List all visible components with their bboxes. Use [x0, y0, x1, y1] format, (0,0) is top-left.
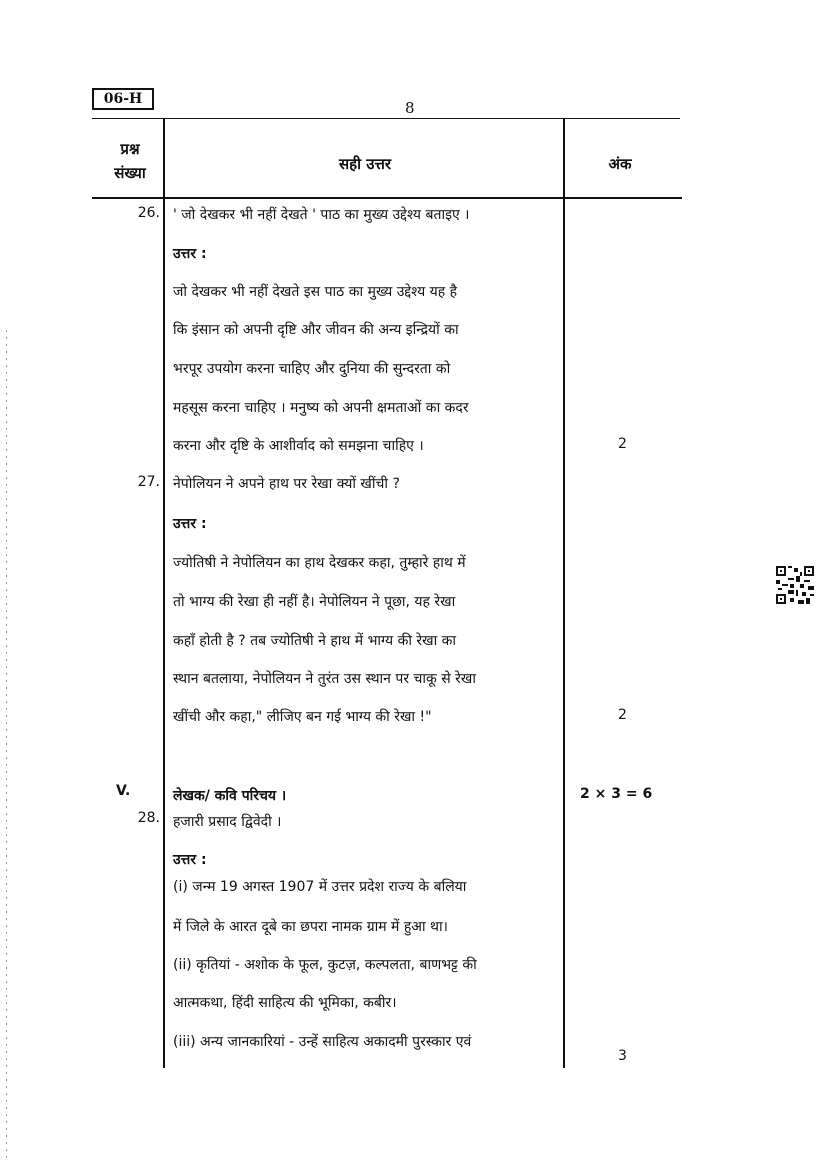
q28-answer-label: उत्तर : [173, 852, 207, 868]
q27-answer-line: स्थान बतलाया, नेपोलियन ने तुरंत उस स्थान पर चाकू से रेखा [173, 671, 476, 687]
q27-marks: 2 [618, 707, 627, 723]
q26-answer-line: भरपूर उपयोग करना चाहिए और दुनिया की सुन्दरता को [173, 361, 451, 377]
q28-marks: 3 [618, 1048, 627, 1064]
q27-answer-line: खींची और कहा," लीजिए बन गई भाग्य की रेखा !" [173, 709, 432, 725]
col-header-answer: सही उत्तर [339, 155, 391, 173]
scan-edge-dots [6, 330, 7, 1160]
divider-left [163, 118, 165, 1068]
col-header-question-line2: संख्या [114, 164, 146, 182]
q27-number: 27. [137, 474, 160, 490]
divider-right [563, 118, 565, 1068]
col-header-question-line1: प्रश्न [120, 140, 140, 158]
paper-code: 06-H [92, 88, 154, 110]
q28-answer-line: (i) जन्म 19 अगस्त 1907 में उत्तर प्रदेश राज्य के बलिया [173, 879, 467, 895]
q28-number: 28. [137, 810, 160, 826]
col-header-marks: अंक [608, 155, 632, 173]
q28-question: हजारी प्रसाद द्विवेदी । [173, 814, 282, 830]
qr-code-icon [776, 566, 814, 604]
q26-answer-line: करना और दृष्टि के आशीर्वाद को समझना चाहिए । [173, 438, 424, 454]
page-number: 8 [405, 99, 415, 117]
section-marks: 2 × 3 = 6 [580, 786, 653, 802]
q26-number: 26. [137, 205, 160, 221]
q28-answer-line: में जिले के आरत दूबे का छपरा नामक ग्राम में हुआ था। [173, 919, 448, 935]
q28-answer-line: (ii) कृतियां - अशोक के फूल, कुटज़, कल्पलता, बाणभट्ट की [173, 957, 477, 973]
q27-answer-line: ज्योतिषी ने नेपोलियन का हाथ देखकर कहा, तुम्हारे हाथ में [173, 555, 466, 571]
q27-answer-label: उत्तर : [173, 516, 207, 532]
q27-answer-line: तो भाग्य की रेखा ही नहीं है। नेपोलियन ने पूछा, यह रेखा [173, 594, 456, 610]
q26-marks: 2 [618, 436, 627, 452]
q26-answer-line: कि इंसान को अपनी दृष्टि और जीवन की अन्य इन्द्रियों का [173, 322, 459, 338]
col-header-question [100, 137, 160, 185]
q26-answer-line: जो देखकर भी नहीं देखते इस पाठ का मुख्य उद्देश्य यह है [173, 284, 458, 300]
q28-answer-line: (iii) अन्य जानकारियां - उन्हें साहित्य अकादमी पुरस्कार एवं [173, 1034, 472, 1050]
section-title: लेखक/ कवि परिचय । [173, 788, 287, 804]
q27-answer-line: कहाँ होती है ? तब ज्योतिषी ने हाथ में भाग्य की रेखा का [173, 633, 457, 649]
q28-answer-line: आत्मकथा, हिंदी साहित्य की भूमिका, कबीर। [173, 995, 397, 1011]
header-bottom-rule [92, 197, 682, 199]
q26-answer-line: महसूस करना चाहिए । मनुष्य को अपनी क्षमताओं का कदर [173, 400, 469, 416]
q27-question: नेपोलियन ने अपने हाथ पर रेखा क्यों खींची ? [173, 476, 400, 492]
top-rule [92, 118, 680, 119]
q26-answer-label: उत्तर : [173, 246, 207, 262]
q26-question: ' जो देखकर भी नहीं देखते ' पाठ का मुख्य उद्देश्य बताइए । [173, 207, 470, 223]
section-number: V. [116, 783, 131, 799]
